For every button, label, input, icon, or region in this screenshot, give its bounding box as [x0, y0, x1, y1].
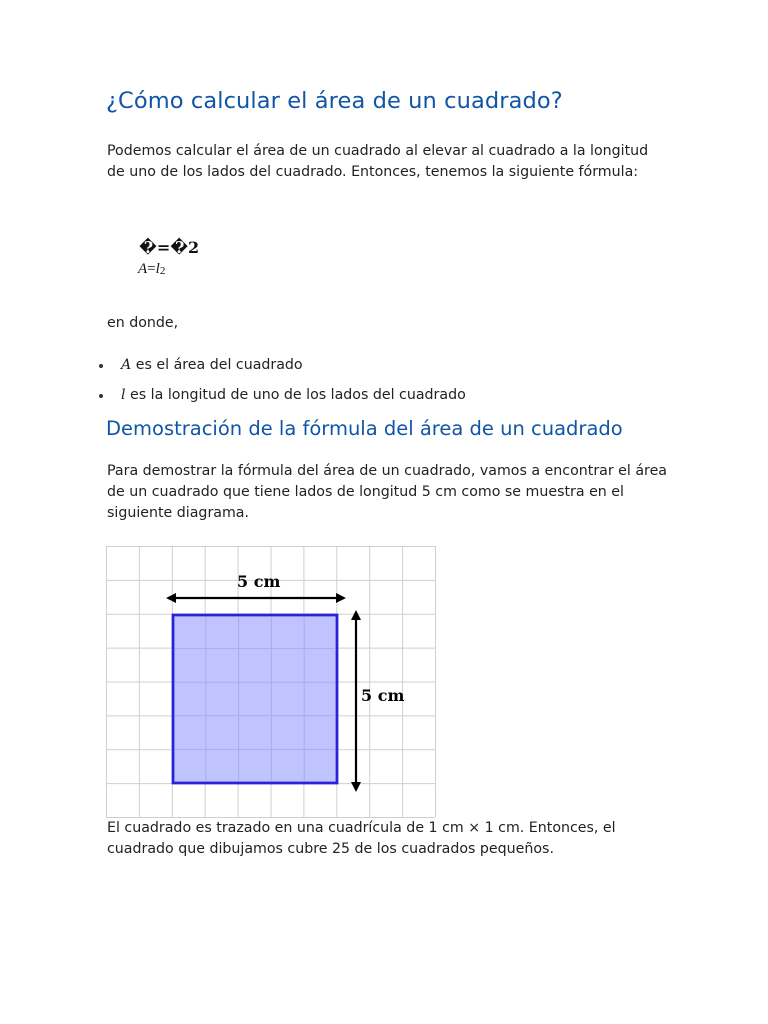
page-title: ¿Cómo calcular el área de un cuadrado? — [106, 88, 563, 114]
en-donde-text: en donde, — [107, 315, 179, 331]
top-side-label: 5 cm — [237, 572, 281, 591]
square-shape — [173, 615, 337, 783]
formula-rendered: �=�2 — [139, 238, 200, 257]
formula-fallback — [138, 261, 165, 278]
section-title: Demostración de la fórmula del área de un cuadrado — [106, 417, 623, 440]
definition-symbol: A — [121, 357, 132, 373]
right-side-label: 5 cm — [361, 686, 405, 705]
definition-text: es el área del cuadrado — [131, 357, 303, 373]
demo-paragraph: Para demostrar la fórmula del área de un cuadrado, vamos a encontrar el área de un cuadrado que tiene lados de longitud 5 cm como se muestra en el siguiente diagrama. — [107, 463, 668, 521]
square-grid-diagram — [106, 546, 436, 818]
formula-subscript: 2 — [159, 265, 166, 277]
bullet-icon — [99, 394, 103, 398]
definitions-list — [90, 355, 466, 415]
conclusion-paragraph: El cuadrado es trazado en una cuadrícula de 1 cm × 1 cm. Entonces, el cuadrado que dibujamos cubre 25 de los cuadrados pequeños. — [107, 820, 616, 857]
list-item — [90, 385, 466, 415]
intro-paragraph: Podemos calcular el área de un cuadrado al elevar al cuadrado a la longitud de uno de los lados del cuadrado. Entonces, tenemos la siguiente fórmula: — [107, 143, 649, 180]
definition-symbol: l — [121, 387, 126, 403]
formula-lhs: A — [138, 261, 148, 277]
formula-var: l — [155, 261, 160, 277]
bullet-icon — [99, 364, 103, 368]
list-item — [90, 355, 466, 385]
definition-text: es la longitud de uno de los lados del cuadrado — [125, 387, 466, 403]
formula-equals: = — [147, 261, 156, 277]
